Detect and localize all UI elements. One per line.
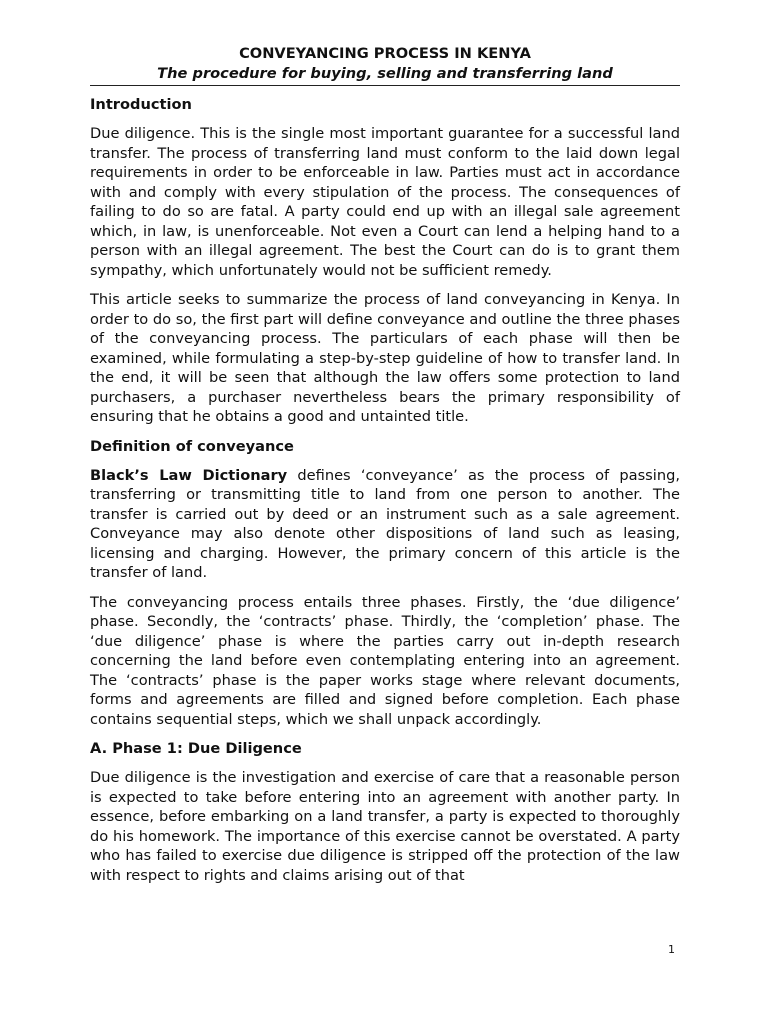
document-page (90, 44, 680, 895)
definition-paragraph-1-text: defines ‘conveyance’ as the process of passing, transferring or transmitting title to land from one person to another. The transfer is carried out by deed or an instrument such as a sale agreement. Conveyance may also denote other dispositions of land such as leasing, licensing and charging. However, the primary concern of this article is the transfer of land. (90, 466, 680, 581)
definition-paragraph-1 (90, 466, 680, 583)
page-number: 1 (668, 943, 675, 956)
document-title: CONVEYANCING PROCESS IN KENYA (239, 45, 531, 62)
document-subtitle: The procedure for buying, selling and transferring land (90, 64, 680, 86)
introduction-heading: Introduction (90, 96, 192, 113)
blacks-law-dictionary-reference: Black’s Law Dictionary (90, 466, 288, 484)
definition-paragraph-2: The conveyancing process entails three phases. Firstly, the ‘due diligence’ phase. Secondly, the ‘contracts’ phase. Thirdly, the ‘completion’ phase. The ‘due diligence’ phase is where the parties carry out in-depth research concerning the land before even contemplating entering into an agreement. The ‘contracts’ phase is the paper works stage where relevant documents, forms and agreements are filled and signed before completion. Each phase contains sequential steps, which we shall unpack accordingly. (90, 593, 680, 728)
definition-heading: Definition of conveyance (90, 437, 294, 455)
phase1-paragraph-1: Due diligence is the investigation and exercise of care that a reasonable person is expected to take before entering into an agreement with another party. In essence, before embarking on a land transfer, a party is expected to thoroughly do his homework. The importance of this exercise cannot be overstated. A party who has failed to exercise due diligence is stripped off the protection of the law with respect to rights and claims arising out of that (90, 769, 680, 884)
introduction-paragraph-1: Due diligence. This is the single most important guarantee for a successful land transfer. The process of transferring land must conform to the laid down legal requirements in order to be enforceable in law. Parties must act in accordance with and comply with every stipulation of the process. The consequences of failing to do so are fatal. A party could end up with an illegal sale agreement which, in law, is unenforceable. Not even a Court can lend a helping hand to a person with an illegal agreement. The best the Court can do is to grant them sympathy, which unfortunately would not be sufficient remedy. (90, 125, 680, 279)
introduction-paragraph-2: This article seeks to summarize the process of land conveyancing in Kenya. In order to do so, the first part will define conveyance and outline the three phases of the conveyancing process. The particulars of each phase will then be examined, while formulating a step-by-step guideline of how to transfer land. In the end, it will be seen that although the law offers some protection to land purchasers, a purchaser nevertheless bears the primary responsibility of ensuring that he obtains a good and untainted title. (90, 291, 680, 425)
phase1-heading: A. Phase 1: Due Diligence (90, 740, 302, 757)
